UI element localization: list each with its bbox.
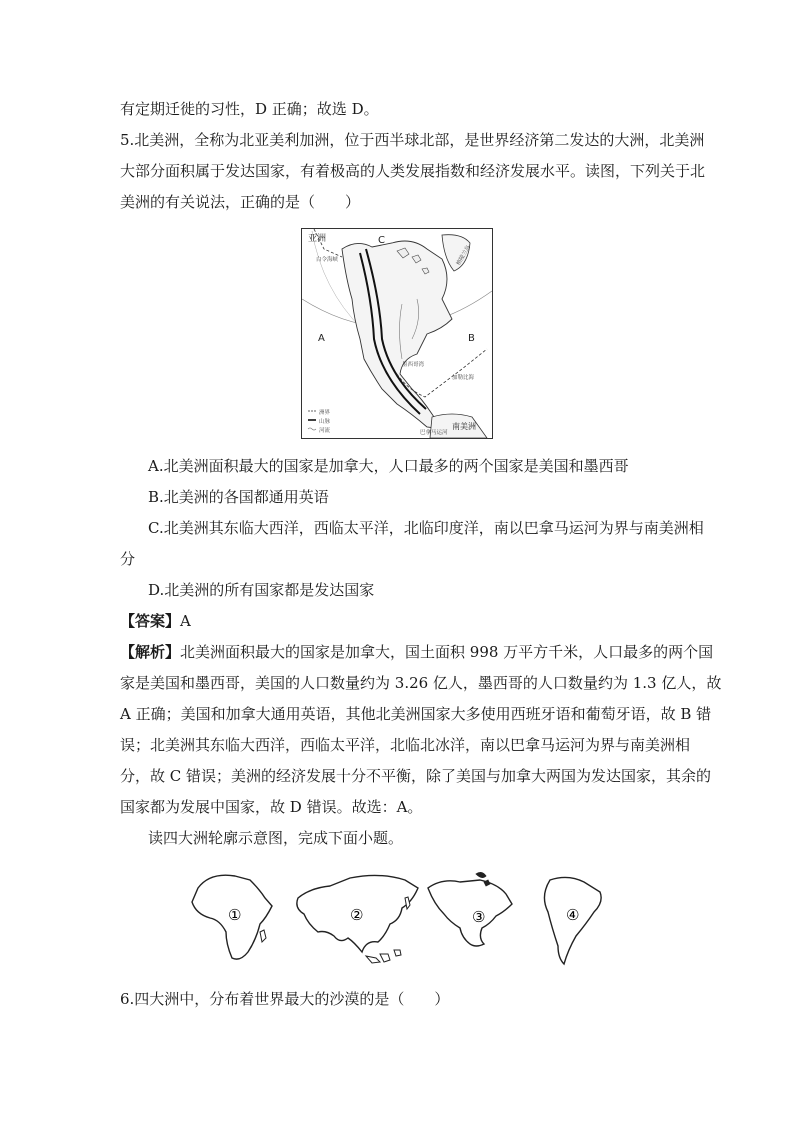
continent-label-1: ① <box>228 906 242 924</box>
label-panama: 巴拿马运河 <box>420 430 448 436</box>
continent-label-4: ④ <box>566 906 580 924</box>
analysis-label: 【解析】 <box>120 643 181 661</box>
analysis-line-1 <box>120 641 714 663</box>
answer-value: A <box>180 612 191 630</box>
continent-label-2: ② <box>350 906 364 924</box>
analysis-text-1: 北美洲面积最大的国家是加拿大，国土面积 998 万平方千米，人口最多的两个国 <box>180 643 714 661</box>
legend-mountain: 山脉 <box>319 419 331 425</box>
label-bering: 白令海峡 <box>316 257 339 263</box>
label-gulf: 墨西哥湾 <box>402 362 425 368</box>
question5-line-2: 大部分面积属于发达国家，有着极高的人类发展指数和经济发展水平。读图，下列关于北 <box>120 162 706 180</box>
legend-river: 河流 <box>319 428 331 434</box>
option-a: A.北美洲面积最大的国家是加拿大，人口最多的两个国家是美国和墨西哥 <box>148 457 629 475</box>
label-south-america: 南美洲 <box>452 422 476 431</box>
option-c-line-1: C.北美洲其东临大西洋，西临太平洋，北临印度洋，南以巴拿马运河为界与南美洲相 <box>148 519 704 537</box>
analysis-line-5: 分，故 C 错误；美洲的经济发展十分不平衡，除了美国与加拿大两国为发达国家，其余的 <box>120 767 712 785</box>
label-asia: 亚洲 <box>308 234 327 244</box>
question5-line-3: 美洲的有关说法，正确的是（ ） <box>120 193 361 211</box>
continent-label-3: ③ <box>472 908 486 926</box>
analysis-line-3: A 正确；美国和加拿大通用英语，其他北美洲国家大多使用西班牙语和葡萄牙语，故 B 错 <box>120 705 712 723</box>
label-caribbean: 加勒比海 <box>452 375 475 381</box>
answer-line <box>120 610 676 632</box>
text-line-1: 有定期迁徙的习性，D 正确；故选 D。 <box>120 100 379 118</box>
option-c-line-2: 分 <box>120 550 136 568</box>
label-a: A <box>318 333 325 344</box>
label-greenland: 格陵兰岛 <box>455 244 472 267</box>
label-b: B <box>468 333 475 344</box>
question6-line: 6.四大洲中，分布着世界最大的沙漠的是（ ） <box>120 990 450 1008</box>
option-d: D.北美洲的所有国家都是发达国家 <box>148 581 375 599</box>
intro-line: 读四大洲轮廓示意图，完成下面小题。 <box>148 829 404 847</box>
answer-label: 【答案】 <box>120 612 181 630</box>
option-b: B.北美洲的各国都通用英语 <box>148 488 329 506</box>
analysis-line-2: 家是美国和墨西哥，美国的人口数量约为 3.26 亿人，墨西哥的人口数量约为 1.3 亿人，故 <box>120 674 722 692</box>
continent-outlines-figure <box>180 858 610 978</box>
question5-line-1: 5.北美洲，全称为北亚美利加洲，位于西半球北部，是世界经济第二发达的大洲，北美洲 <box>120 131 705 149</box>
north-america-map <box>301 228 493 439</box>
label-c: C <box>378 235 385 246</box>
analysis-line-6: 国家都为发展中国家，故 D 错误。故选：A。 <box>120 798 423 816</box>
madagascar-outline <box>260 930 266 942</box>
north-america-outline <box>428 880 512 946</box>
analysis-line-4: 误；北美洲其东临大西洋，西临太平洋，北临北冰洋，南以巴拿马运河为界与南美洲相 <box>120 736 691 754</box>
legend-boundary: 洲界 <box>319 410 331 416</box>
